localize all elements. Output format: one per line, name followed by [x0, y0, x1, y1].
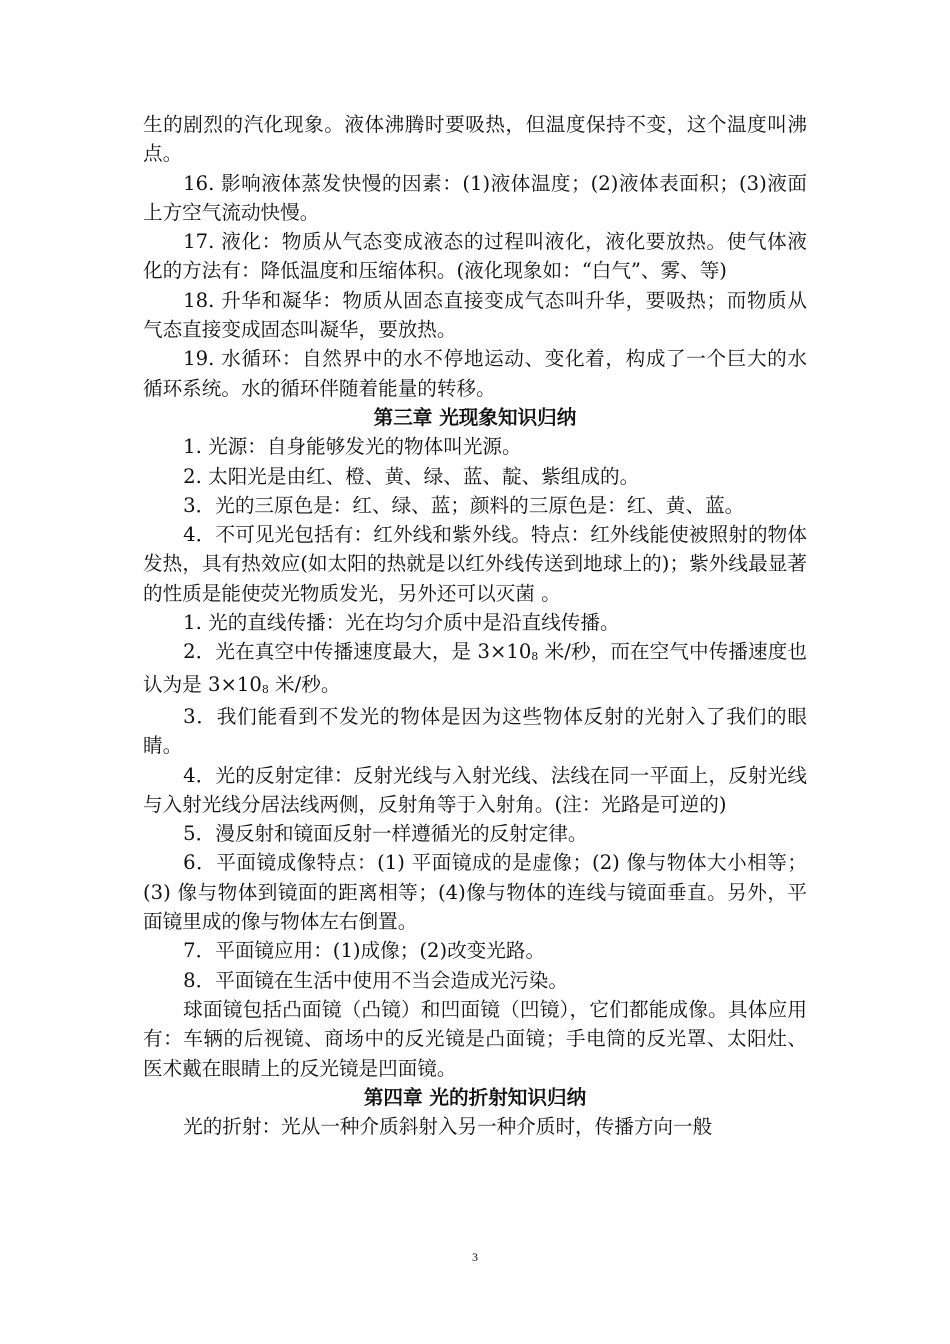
- paragraph-light-source: 1. 光源：自身能够发光的物体叫光源。: [183, 435, 522, 459]
- paragraph-18: 18. 升华和凝华：物质从固态直接变成气态叫升华，要吸热；而物质从气态直接变成固态叫凝华，要放热。: [143, 288, 807, 342]
- paragraph-light-speed: [143, 637, 807, 702]
- paragraph-19: 19. 水循环：自然界中的水不停地运动、变化着，构成了一个巨大的水循环系统。水的循环伴随着能量的转移。: [143, 347, 807, 400]
- paragraph-16: 16. 影响液体蒸发快慢的因素：(1)液体温度；(2)液体表面积；(3)液面上方空气流动快慢。: [143, 171, 807, 224]
- speed-text-c: 米/秒。: [268, 672, 341, 696]
- paragraph-continued: 生的剧烈的汽化现象。液体沸腾时要吸热，但温度保持不变，这个温度叫沸点。: [143, 113, 807, 166]
- paragraph-light-pollution: 8．平面镜在生活中使用不当会造成光污染。: [183, 968, 568, 992]
- chapter-3-heading: 第三章 光现象知识归纳: [373, 405, 577, 429]
- paragraph-invisible-light: 4．不可见光包括有：红外线和紫外线。特点：红外线能使被照射的物体发热，具有热效应(如太阳的热就是以红外线传送到地球上的)；紫外线最显著的性质是能使荧光物质发光，另外还可以灭菌 。: [143, 523, 807, 605]
- paragraph-straight-line: 1. 光的直线传播：光在均匀介质中是沿直线传播。: [183, 611, 620, 635]
- speed-text-a: 2．光在真空中传播速度最大，是 3×10: [183, 640, 532, 664]
- paragraph-reflection-law: 4．光的反射定律：反射光线与入射光线、法线在同一平面上，反射光线与入射光线分居法线两侧，反射角等于入射角。(注：光路是可逆的): [143, 763, 807, 816]
- paragraph-see-objects: 3．我们能看到不发光的物体是因为这些物体反射的光射入了我们的眼睛。: [143, 704, 807, 758]
- chapter-4-heading: 第四章 光的折射知识归纳: [363, 1085, 587, 1109]
- speed-text-b: 米/秒，而在空气中传播速度也认为是 3×10: [143, 640, 807, 696]
- paragraph-spherical-mirrors: 球面镜包括凸面镜（凸镜）和凹面镜（凹镜），它们都能成像。具体应用有：车辆的后视镜、商场中的反光镜是凸面镜；手电筒的反光罩、太阳灶、医术戴在眼睛上的反光镜是凹面镜。: [143, 997, 807, 1080]
- speed-exponent-b: 8: [261, 682, 269, 696]
- page-number: 3: [472, 1250, 478, 1264]
- speed-exponent-a: 8: [531, 650, 539, 664]
- paragraph-primary-colors: 3．光的三原色是：红、绿、蓝；颜料的三原色是：红、黄、蓝。: [183, 493, 745, 517]
- paragraph-diffuse-reflection: 5．漫反射和镜面反射一样遵循光的反射定律。: [183, 822, 588, 846]
- paragraph-sunlight: 2. 太阳光是由红、橙、黄、绿、蓝、靛、紫组成的。: [183, 464, 640, 488]
- paragraph-plane-mirror-uses: 7．平面镜应用：(1)成像；(2)改变光路。: [183, 939, 546, 963]
- paragraph-refraction: 光的折射：光从一种介质斜射入另一种介质时，传播方向一般: [183, 1115, 713, 1139]
- paragraph-17: 17. 液化：物质从气态变成液态的过程叫液化，液化要放热。使气体液化的方法有：降低温度和压缩体积。(液化现象如：“白气”、雾、等): [143, 230, 807, 283]
- paragraph-plane-mirror-features: 6．平面镜成像特点：(1) 平面镜成的是虚像；(2) 像与物体大小相等；(3) 像与物体到镜面的距离相等；(4)像与物体的连线与镜面垂直。另外，平面镜里成的像与物体左右倒置。: [143, 851, 807, 934]
- document-page: [143, 110, 807, 1141]
